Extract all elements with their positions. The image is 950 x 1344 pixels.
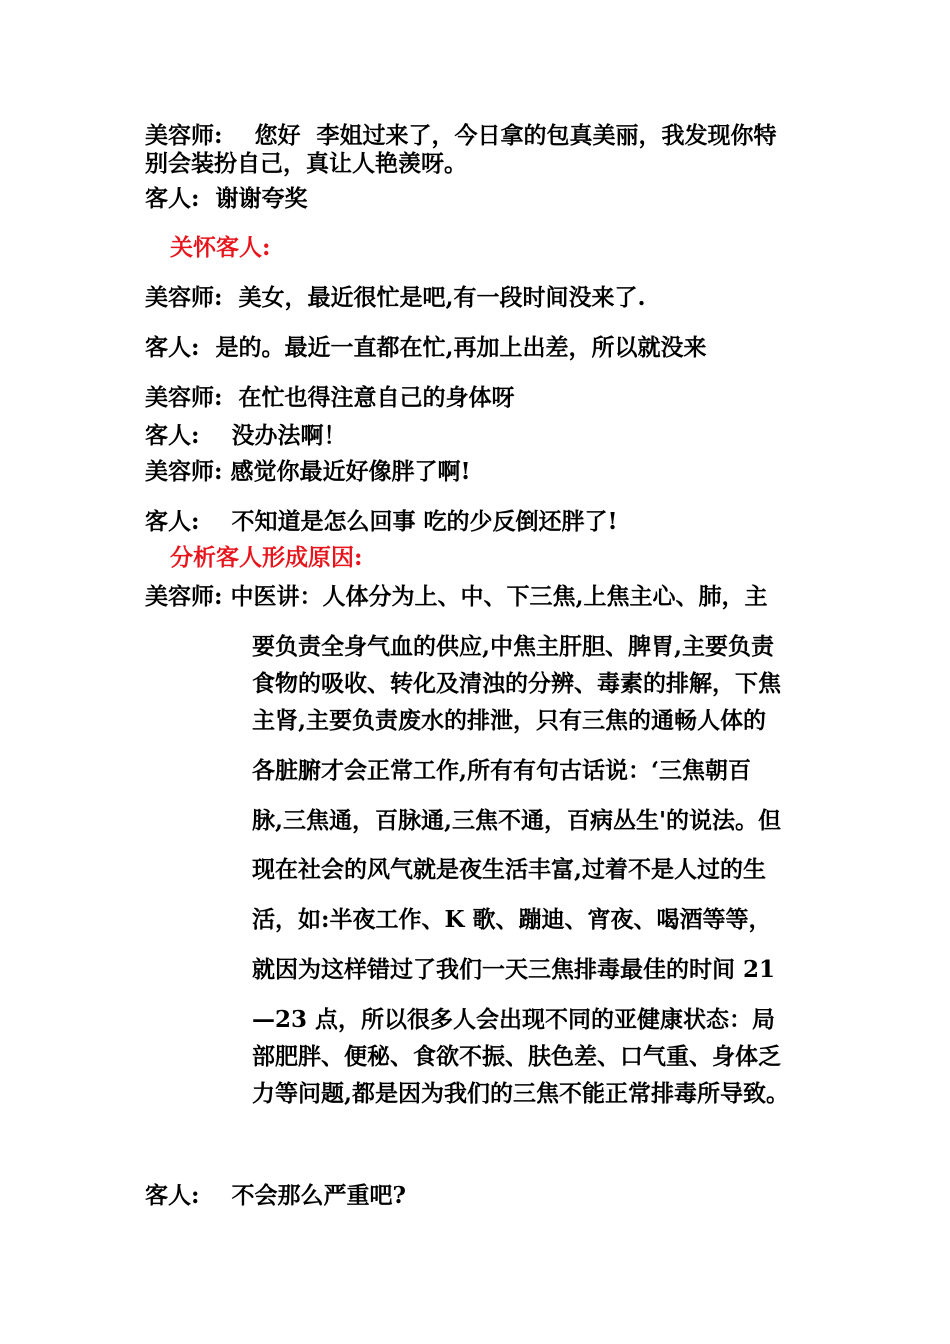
paragraph-line: 活，如:半夜工作、K 歌、蹦迪、宵夜、喝酒等等， bbox=[252, 906, 772, 933]
dialogue-line-beautician-tcm: 美容师: 中医讲：人体分为上、中、下三焦,上焦主心、肺，主 bbox=[145, 583, 768, 610]
paragraph-line: 主肾,主要负责废水的排泄，只有三焦的通畅人体的 bbox=[252, 707, 767, 734]
paragraph-line: 现在社会的风气就是夜生活丰富,过着不是人过的生 bbox=[252, 856, 767, 883]
paragraph-line: 就因为这样错过了我们一天三焦排毒最佳的时间 21 bbox=[252, 956, 776, 983]
paragraph-line: 食物的吸收、转化及清浊的分辨、毒素的排解，下焦 bbox=[252, 670, 781, 697]
dialogue-line-beautician-greeting-cont: 别会装扮自己，真让人艳羡呀。 bbox=[145, 150, 467, 177]
paragraph-line: —23 点，所以很多人会出现不同的亚健康状态：局 bbox=[252, 1006, 776, 1033]
dialogue-line-guest-no-choice: 客人: 没办法啊！ bbox=[145, 422, 347, 449]
section-heading-care: 关怀客人: bbox=[170, 234, 271, 261]
dialogue-line-guest-thanks: 客人: 谢谢夸奖 bbox=[145, 185, 308, 212]
dialogue-line-beautician-greeting: 美容师: 您好 李姐过来了，今日拿的包真美丽，我发现你特 bbox=[145, 122, 777, 149]
section-heading-analysis: 分析客人形成原因: bbox=[170, 544, 363, 571]
dialogue-line-guest-weight: 客人: 不知道是怎么回事 吃的少反倒还胖了! bbox=[145, 508, 618, 535]
paragraph-line: 力等问题,都是因为我们的三焦不能正常排毒所导致。 bbox=[252, 1080, 790, 1107]
dialogue-line-beautician-weight: 美容师: 感觉你最近好像胖了啊! bbox=[145, 458, 471, 485]
dialogue-line-beautician-busy: 美容师: 美女，最近很忙是吧,有一段时间没来了. bbox=[145, 284, 646, 311]
paragraph-line: 部肥胖、便秘、食欲不振、肤色差、口气重、身体乏 bbox=[252, 1043, 781, 1070]
dialogue-line-guest-busy: 客人: 是的。最近一直都在忙,再加上出差，所以就没来 bbox=[145, 334, 707, 361]
paragraph-line: 脉,三焦通，百脉通,三焦不通，百病丛生'的说法。但 bbox=[252, 807, 782, 834]
paragraph-line: 各脏腑才会正常工作,所有有句古话说：‘三焦朝百 bbox=[252, 757, 752, 784]
paragraph-line: 要负责全身气血的供应,中焦主肝胆、脾胃,主要负责 bbox=[252, 633, 775, 660]
dialogue-line-beautician-health: 美容师: 在忙也得注意自己的身体呀 bbox=[145, 384, 515, 411]
dialogue-line-guest-serious: 客人: 不会那么严重吧? bbox=[145, 1182, 406, 1209]
